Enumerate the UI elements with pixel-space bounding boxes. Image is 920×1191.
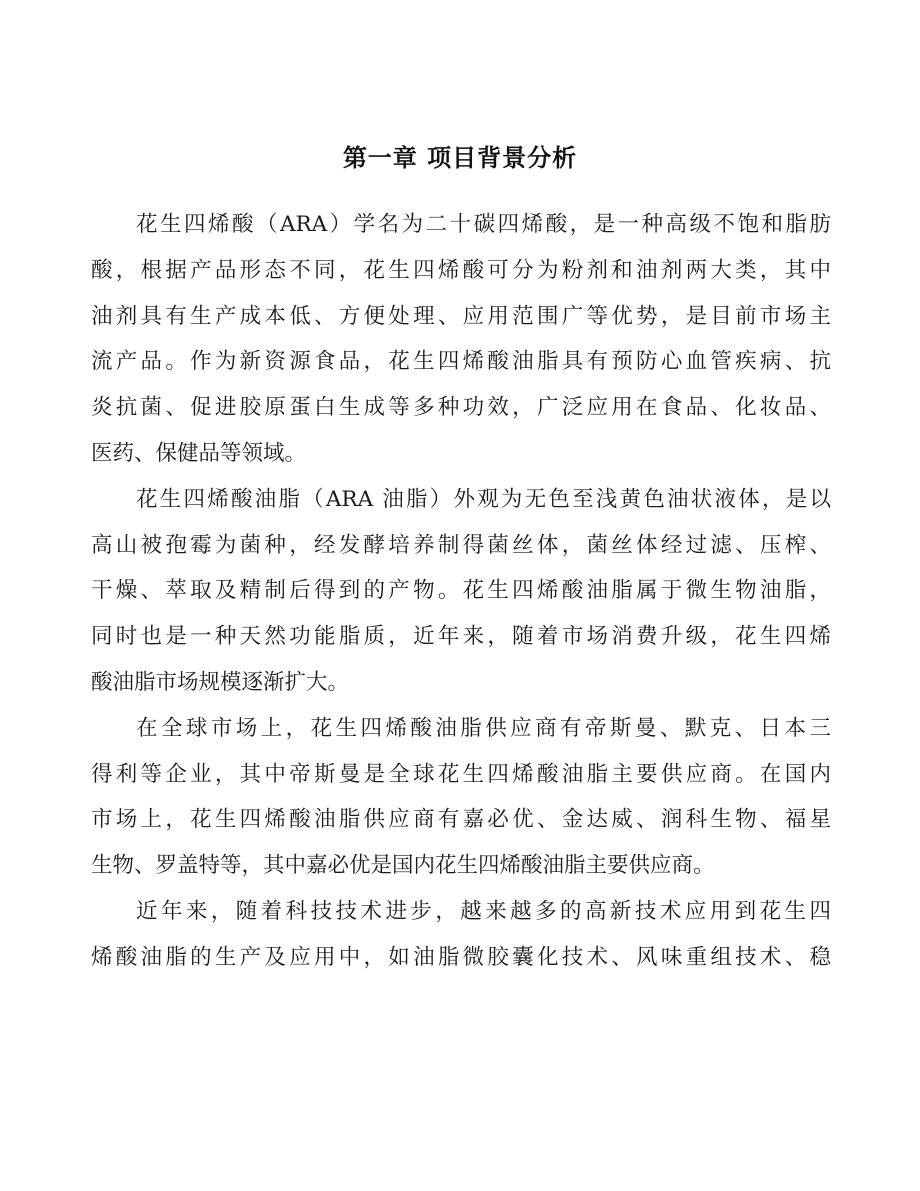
text-line: 烯酸油脂的生产及应用中，如油脂微胶囊化技术、风味重组技术、稳 [91,944,831,970]
text-line: 流产品。作为新资源食品，花生四烯酸油脂具有预防心血管疾病、抗 [91,349,831,375]
text-line: 医药、保健品等领域。 [91,440,307,466]
text-line: 同时也是一种天然功能脂质，近年来，随着市场消费升级，花生四烯 [91,624,831,650]
paragraph-2 [91,477,831,706]
text-line: 生物、罗盖特等，其中嘉必优是国内花生四烯酸油脂主要供应商。 [91,853,715,879]
chapter-title: 第一章 项目背景分析 [342,144,578,172]
text-line: 酸，根据产品形态不同，花生四烯酸可分为粉剂和油剂两大类，其中 [91,257,831,283]
text-line: 市场上，花生四烯酸油脂供应商有嘉必优、金达威、润科生物、福星 [91,807,831,833]
paragraph-1 [91,202,831,477]
text-line: 炎抗菌、促进胶原蛋白生成等多种功效，广泛应用在食品、化妆品、 [91,395,831,421]
text-line: 油剂具有生产成本低、方便处理、应用范围广等优势，是目前市场主 [91,303,831,329]
text-line: 近年来，随着科技技术进步，越来越多的高新技术应用到花生四 [136,898,831,924]
text-line: 酸油脂市场规模逐渐扩大。 [91,669,350,695]
text-line: 在全球市场上，花生四烯酸油脂供应商有帝斯曼、默克、日本三 [136,715,831,741]
text-line: 干燥、萃取及精制后得到的产物。花生四烯酸油脂属于微生物油脂， [91,578,831,604]
document-body [91,202,831,981]
text-line: 花生四烯酸油脂（ARA 油脂）外观为无色至浅黄色油状液体，是以 [136,486,831,512]
paragraph-3 [91,706,831,889]
paragraph-4 [91,889,831,981]
text-line: 花生四烯酸（ARA）学名为二十碳四烯酸，是一种高级不饱和脂肪 [136,212,831,237]
text-line: 高山被孢霉为菌种，经发酵培养制得菌丝体，菌丝体经过滤、压榨、 [91,532,831,558]
text-line: 得利等企业，其中帝斯曼是全球花生四烯酸油脂主要供应商。在国内 [91,761,831,787]
